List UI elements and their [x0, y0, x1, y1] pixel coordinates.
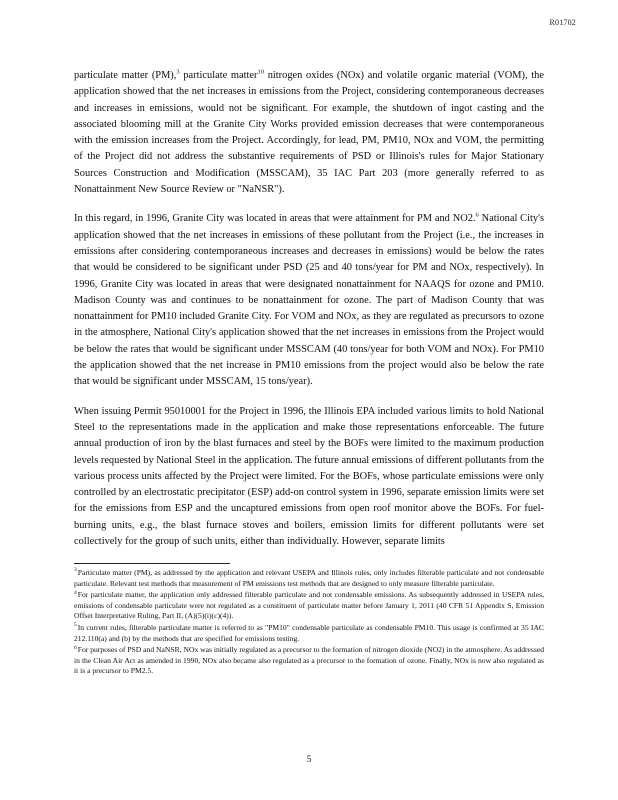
footnote-ref-10[interactable]: 10 — [257, 68, 264, 76]
footnote-ref-6[interactable]: 6 — [475, 211, 479, 219]
document-id: R01702 — [549, 18, 576, 27]
paragraph-1-text-a: particulate matter (PM), — [74, 70, 177, 81]
footnote-text: In current rules, filterable particulate matter is referred to as "PM10" condensable particulate as condensable PM10. This usage is confirmed at 35 IAC 212.110(a) and (b) by the methods that are specified for emissions testing. — [74, 622, 544, 643]
footnote-marker: 4 — [74, 589, 77, 596]
paragraph-2-text-b: National City's application showed that the net increases in emissions of these pollutant from the Project (i.e., the increases in emissions after considering contemporaneous increases and decreases in emissions) would be below the rates that would be considered to be significant under PSD (25 and 40 tons/year for PM and NOx, respectively). In 1996, Granite City was located in areas that were designated nonattainment for NAAQS for ozone and PM10. Madison County was and continues to be nonattainment for ozone. The part of Madison County that was nonattainment for PM10 included Granite City. For VOM and NOx, as they are regulated as precursors to ozone in the atmosphere, National City's application showed that the net increases in emissions from the Project would be below the rates that would be significant under MSSCAM (40 tons/year for both VOM and NOx). For PM10 the application showed that the net increase in PM10 emissions from the project would also be below the rate that would be significant under MSSCAM, 15 tons/year). — [74, 213, 544, 388]
footnote-5 — [74, 623, 544, 644]
footnote-3 — [74, 568, 544, 589]
footnote-divider — [74, 563, 230, 564]
paragraph-1-text-c: nitrogen oxides (NOx) and volatile organic material (VOM), the application showed that the net increases in emissions from the Project, considering contemporaneous decreases and increases in emissions, would not be significant. For example, the shutdown of ingot casting and the associated blooming mill at the Granite City Works provided emission decreases that were contemporaneous with the emission increases from the Project. Accordingly, for lead, PM, PM10, NOx and VOM, the permitting of the Project did not address the substantive requirements of PSD or Illinois's rules for Major Stationary Sources Construction and Modification (MSSCAM), 35 IAC Part 203 (more generally referred to as Nonattainment New Source Review or "NaNSR"). — [74, 70, 544, 196]
footnote-ref-3[interactable]: 3 — [176, 68, 180, 76]
footnote-marker: 3 — [74, 567, 77, 574]
footnote-text: For particulate matter, the application only addressed filterable particulate and not condensable emissions. As subsequently addressed in USEPA rules, emissions of condensable particulate were not regulated as a constituent of particulate matter before January 1, 2011 (40 CFR 51 Appendix S, Emission Offset Interpretative Ruling, Part II, (A)(5)(i)(c)(4)). — [74, 590, 544, 621]
footnote-6 — [74, 645, 544, 677]
body-text — [74, 68, 544, 563]
paragraph-1-text-b: particulate matter — [179, 70, 258, 81]
footnote-text: For purposes of PSD and NaNSR, NOx was initially regulated as a precursor to the formation of nitrogen dioxide (NO2) in the atmosphere. As addressed in the Clean Air Act as amended in 1990, NOx also became also regulated as a precursor to the formation of ozone. Finally, NOx is now also regulated as it is a precursor to PM2.5. — [74, 645, 544, 676]
paragraph-1 — [74, 68, 544, 198]
paragraph-2 — [74, 211, 544, 390]
paragraph-3: When issuing Permit 95010001 for the Project in 1996, the Illinois EPA included various limits to hold National Steel to the representations made in the application and make those representations enforceable. The future annual production of iron by the blast furnaces and steel by the BOFs were limited to the maximum production levels requested by National Steel in the application. The future annual emissions of different pollutants from the various process units affected by the Project were limited. For the BOFs, whose particulate emissions were only controlled by an electrostatic precipitator (ESP) add-on control system in 1996, separate emission limits were set for the emissions from ESP and the uncaptured emissions from open roof monitor above the BOFs. For fuel-burning units, e.g., the blast furnace stoves and boilers, emission limits for different pollutants were set collectively for the group of such units, either than individually. However, separate limits — [74, 405, 544, 548]
paragraph-2-text-a: In this regard, in 1996, Granite City was located in areas that were attainment for PM and NO2. — [74, 213, 476, 225]
footnote-4 — [74, 590, 544, 622]
page-number: 5 — [306, 754, 312, 764]
footnotes-section — [74, 568, 544, 678]
footnote-text: Particulate matter (PM), as addressed by the application and relevant USEPA and Illinois rules, only includes filterable particulate and not condensable particulate. Relevant test methods that measurement of PM emissions test methods that are designed to only measure filterable particulate. — [74, 568, 544, 588]
footnote-marker: 6 — [74, 644, 77, 651]
footnote-marker: 5 — [74, 622, 77, 629]
